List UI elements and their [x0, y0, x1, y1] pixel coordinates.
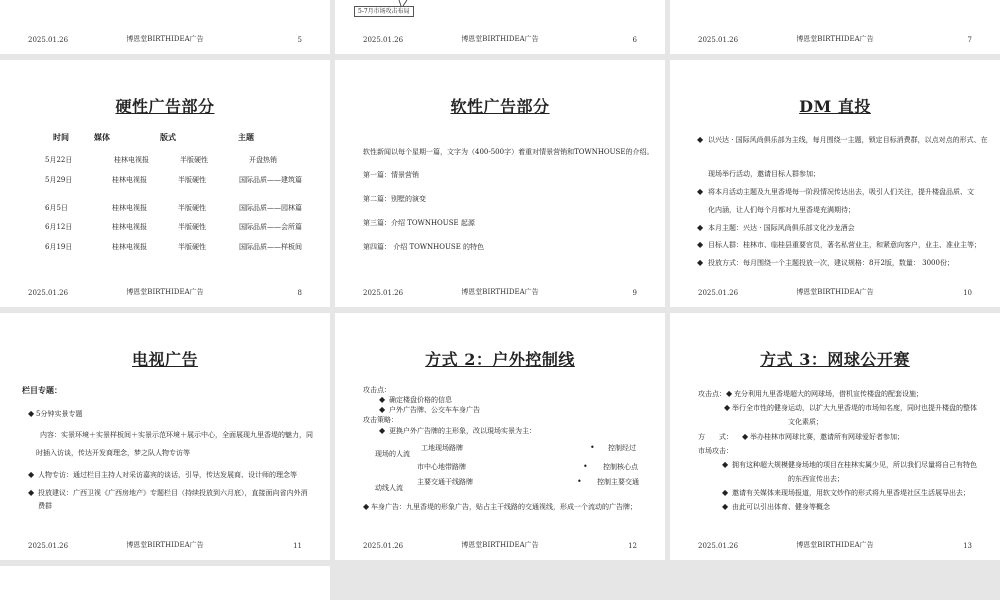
slide-6[interactable] — [335, 0, 665, 54]
body-text: 的东西宣传出去； — [788, 475, 844, 483]
footer-date: 2025.01.26 — [698, 289, 739, 297]
cell-date: 6月5日 — [45, 204, 68, 212]
body-text: 攻击点： — [363, 386, 391, 394]
footer-date: 2025.01.26 — [28, 36, 69, 44]
footer-date: 2025.01.26 — [363, 289, 404, 297]
footer-date: 2025.01.26 — [698, 542, 739, 550]
bullet-icon: ◆ — [28, 409, 35, 418]
body-text: 内容：实景环境＋实景样板间＋实景示范环境＋展示中心，全面展现九里香堤的魅力，同 — [40, 431, 313, 439]
bullet-icon: ◆ — [697, 258, 704, 267]
body-text: 第二篇：别墅的演变 — [363, 195, 426, 203]
body-text: 投放建议：广西卫视《广西房地产》专题栏目（持续投放到六月底），直接面向省内外消 — [38, 489, 308, 497]
slide-13[interactable] — [670, 313, 1000, 560]
cell-media: 桂林电视报 — [112, 223, 147, 231]
body-text: 第四篇： 介绍 TOWNHOUSE 的特色 — [363, 243, 485, 251]
cell-format: 半版硬性 — [178, 204, 206, 212]
bullet-icon: ◆ — [726, 389, 733, 398]
body-text: 充分利用九里香堤超大的网球场，借机宣传楼盘的配套设施； — [734, 390, 923, 398]
body-text: 目标人群：桂林市、临桂县重要官员，著名私营业主，和紧意向客户，业主、准业主等； — [708, 241, 981, 249]
bullet-icon: ◆ — [379, 426, 386, 435]
slide-9[interactable] — [335, 60, 665, 307]
body-text: 投放方式：每月围绕一个主题投放一次，建议规格：8开2版，数量： 3000份； — [708, 259, 954, 267]
body-text: 控制核心点 — [603, 463, 638, 471]
footer-date: 2025.01.26 — [28, 289, 69, 297]
slide-11[interactable] — [0, 313, 330, 560]
slide-10[interactable] — [670, 60, 1000, 307]
bullet-icon: ◆ — [742, 432, 749, 441]
page-number: 12 — [628, 542, 637, 550]
col-header-theme: 主题 — [238, 132, 254, 142]
body-text: 控制经过 — [608, 444, 636, 452]
footer-brand: 博恩堂BIRTHIDEA广告 — [461, 288, 539, 296]
bullet-icon: ◆ — [28, 488, 35, 497]
footer-brand: 博恩堂BIRTHIDEA广告 — [126, 35, 204, 43]
body-text: 本月主题：兴达 · 国际风尚俱乐部文化沙龙酒会 — [708, 224, 855, 232]
cell-theme: 国际品质——建筑篇 — [239, 176, 302, 184]
bullet-icon: • — [583, 462, 588, 471]
slide-5[interactable] — [0, 0, 330, 54]
body-text: 第三篇：介绍 TOWNHOUSE 起源 — [363, 219, 475, 227]
page-number: 7 — [967, 36, 972, 44]
body-text: 市场攻击： — [698, 447, 733, 455]
slide-8[interactable] — [0, 60, 330, 307]
body-text: 更换户外广告牌的主形象，改以現场实景为主： — [389, 427, 536, 435]
cell-date: 6月19日 — [45, 243, 73, 251]
bullet-icon: ◆ — [28, 470, 35, 479]
cell-date: 5月29日 — [45, 176, 73, 184]
body-text: 主要交通干线路牌 — [417, 478, 473, 486]
footer-brand: 博恩堂BIRTHIDEA广告 — [126, 541, 204, 549]
footer-brand: 博恩堂BIRTHIDEA广告 — [461, 35, 539, 43]
slide-title: 方式 3：网球公开赛 — [760, 350, 910, 369]
bullet-icon: ◆ — [722, 488, 729, 497]
bullet-icon: ◆ — [697, 135, 704, 144]
body-text: 攻击策略： — [363, 416, 398, 424]
page-number: 9 — [632, 289, 637, 297]
bullet-icon: ◆ — [363, 502, 370, 511]
slide-12[interactable] — [335, 313, 665, 560]
bullet-icon: ◆ — [697, 240, 704, 249]
body-text: 费群 — [38, 502, 52, 510]
page-number: 6 — [632, 36, 637, 44]
bullet-icon: ◆ — [697, 223, 704, 232]
body-text: 工地现场路牌 — [421, 444, 463, 452]
cell-theme: 国际品质——样板间 — [239, 243, 302, 251]
page-number: 5 — [297, 36, 302, 44]
slide-title: DM 直投 — [799, 97, 871, 116]
slide-title: 软性广告部分 — [450, 97, 550, 116]
body-text: 车身广告：九里香堤的形象广告，贴占主干线路的交通视线，形成一个流动的广告牌； — [371, 503, 637, 511]
body-text: 市中心地带路牌 — [417, 463, 466, 471]
body-text: 现场举行活动，邀请目标人群参加； — [708, 170, 820, 178]
body-text: 控制主要交通 — [597, 478, 639, 486]
col-header-time: 时间 — [53, 132, 69, 142]
bullet-icon: ◆ — [724, 403, 731, 412]
body-text: 拥有这种超大规模健身场地的项目在桂林实属少见，所以我们尽量将自己有特色 — [732, 461, 977, 469]
cell-date: 6月12日 — [45, 223, 73, 231]
body-text: 将本月活动主题及九里香堤每一阶段情况传达出去，吸引人们关注，提升楼盘品质、文 — [708, 188, 974, 196]
slide-title: 硬性广告部分 — [115, 97, 215, 116]
slide-title: 方式 2：户外控制线 — [425, 350, 575, 369]
body-text: 第一篇：情景营销 — [363, 171, 419, 179]
bullet-icon: ◆ — [722, 502, 729, 511]
slide-title: 电视广告 — [131, 350, 198, 369]
body-text: 攻击点： — [698, 390, 726, 398]
cell-format: 半版硬性 — [178, 223, 206, 231]
body-text: 动线人流 — [375, 484, 403, 492]
col-header-format: 版式 — [160, 132, 176, 142]
body-text: 时插入访谈，传达开发商理念，梦之队人物专访等 — [36, 449, 190, 457]
bullet-icon: ◆ — [379, 405, 386, 414]
cell-media: 桂林电视报 — [112, 204, 147, 212]
page-number: 8 — [297, 289, 302, 297]
slide-14[interactable] — [0, 566, 330, 600]
body-text: 文化素质； — [788, 418, 823, 426]
footer-date: 2025.01.26 — [28, 542, 69, 550]
footer-date: 2025.01.26 — [363, 542, 404, 550]
cell-format: 半版硬性 — [178, 243, 206, 251]
body-text: 5分钟实景专题 — [36, 410, 83, 418]
body-text: 化内涵，让人们每个月都对九里香堤充满期待； — [708, 206, 855, 214]
cell-theme: 国际品质——园林篇 — [239, 204, 302, 212]
footer-date: 2025.01.26 — [363, 36, 404, 44]
cell-format: 半版硬性 — [178, 176, 206, 184]
body-text: 邀请有关媒体来现场报道，用软文炒作的形式将九里香堤社区生活展导出去； — [732, 489, 970, 497]
cell-media: 桂林电视报 — [112, 176, 147, 184]
cell-media: 桂林电视报 — [112, 243, 147, 251]
body-text: 举行全市性的健身运动，以扩大九里香堤的市场知名度，同时也提升楼盘的整体 — [732, 404, 977, 412]
body-text: 确定楼盘价格的信息 — [389, 396, 452, 404]
page-number: 10 — [963, 289, 972, 297]
footer-brand: 博恩堂BIRTHIDEA广告 — [796, 35, 874, 43]
bullet-icon: • — [590, 443, 595, 452]
section-heading: 栏目专题： — [22, 385, 62, 395]
body-text: 软性新闻以每个星期一篇，文字为（400-500字）着重对情景营销和TOWNHOUSE的介绍。 — [363, 148, 654, 156]
bullet-icon: • — [577, 477, 582, 486]
body-text: 方 式： — [698, 433, 733, 441]
footer-date: 2025.01.26 — [698, 36, 739, 44]
body-text: 由此可以引出体育、健身等概念 — [732, 503, 830, 511]
footer-brand: 博恩堂BIRTHIDEA广告 — [461, 541, 539, 549]
page-number: 11 — [293, 542, 302, 550]
slide-7[interactable] — [670, 0, 1000, 54]
page-number: 13 — [963, 542, 972, 550]
body-text: 举办桂林市网球比赛，邀请所有网球爱好者参加； — [750, 433, 904, 441]
col-header-media: 媒体 — [94, 132, 110, 142]
cell-theme: 开盘热销 — [249, 156, 277, 164]
bullet-icon: ◆ — [379, 395, 386, 404]
body-text: 现场的人流 — [375, 450, 410, 458]
cell-date: 5月22日 — [45, 156, 73, 164]
bullet-icon: ◆ — [722, 460, 729, 469]
footer-brand: 博恩堂BIRTHIDEA广告 — [796, 541, 874, 549]
cell-theme: 国际品质——会所篇 — [239, 223, 302, 231]
bullet-icon: ◆ — [697, 187, 704, 196]
footer-brand: 博恩堂BIRTHIDEA广告 — [796, 288, 874, 296]
body-text: 户外广告牌、公交车车身广告 — [389, 406, 480, 414]
cell-format: 半版硬性 — [180, 156, 208, 164]
cell-media: 桂林电视报 — [114, 156, 149, 164]
footer-brand: 博恩堂BIRTHIDEA广告 — [126, 288, 204, 296]
body-text: 人物专访：通过栏目主持人对采访嘉宾的谈话，引导，传达发展商、设计师的理念等 — [38, 471, 297, 479]
market-attack-note: 5-7月市场攻击布局 — [354, 6, 414, 17]
body-text: 以兴达 · 国际风尚俱乐部为主线，每月围绕一主题，锁定目标消费群，以点对点的形式、在 — [708, 136, 988, 144]
